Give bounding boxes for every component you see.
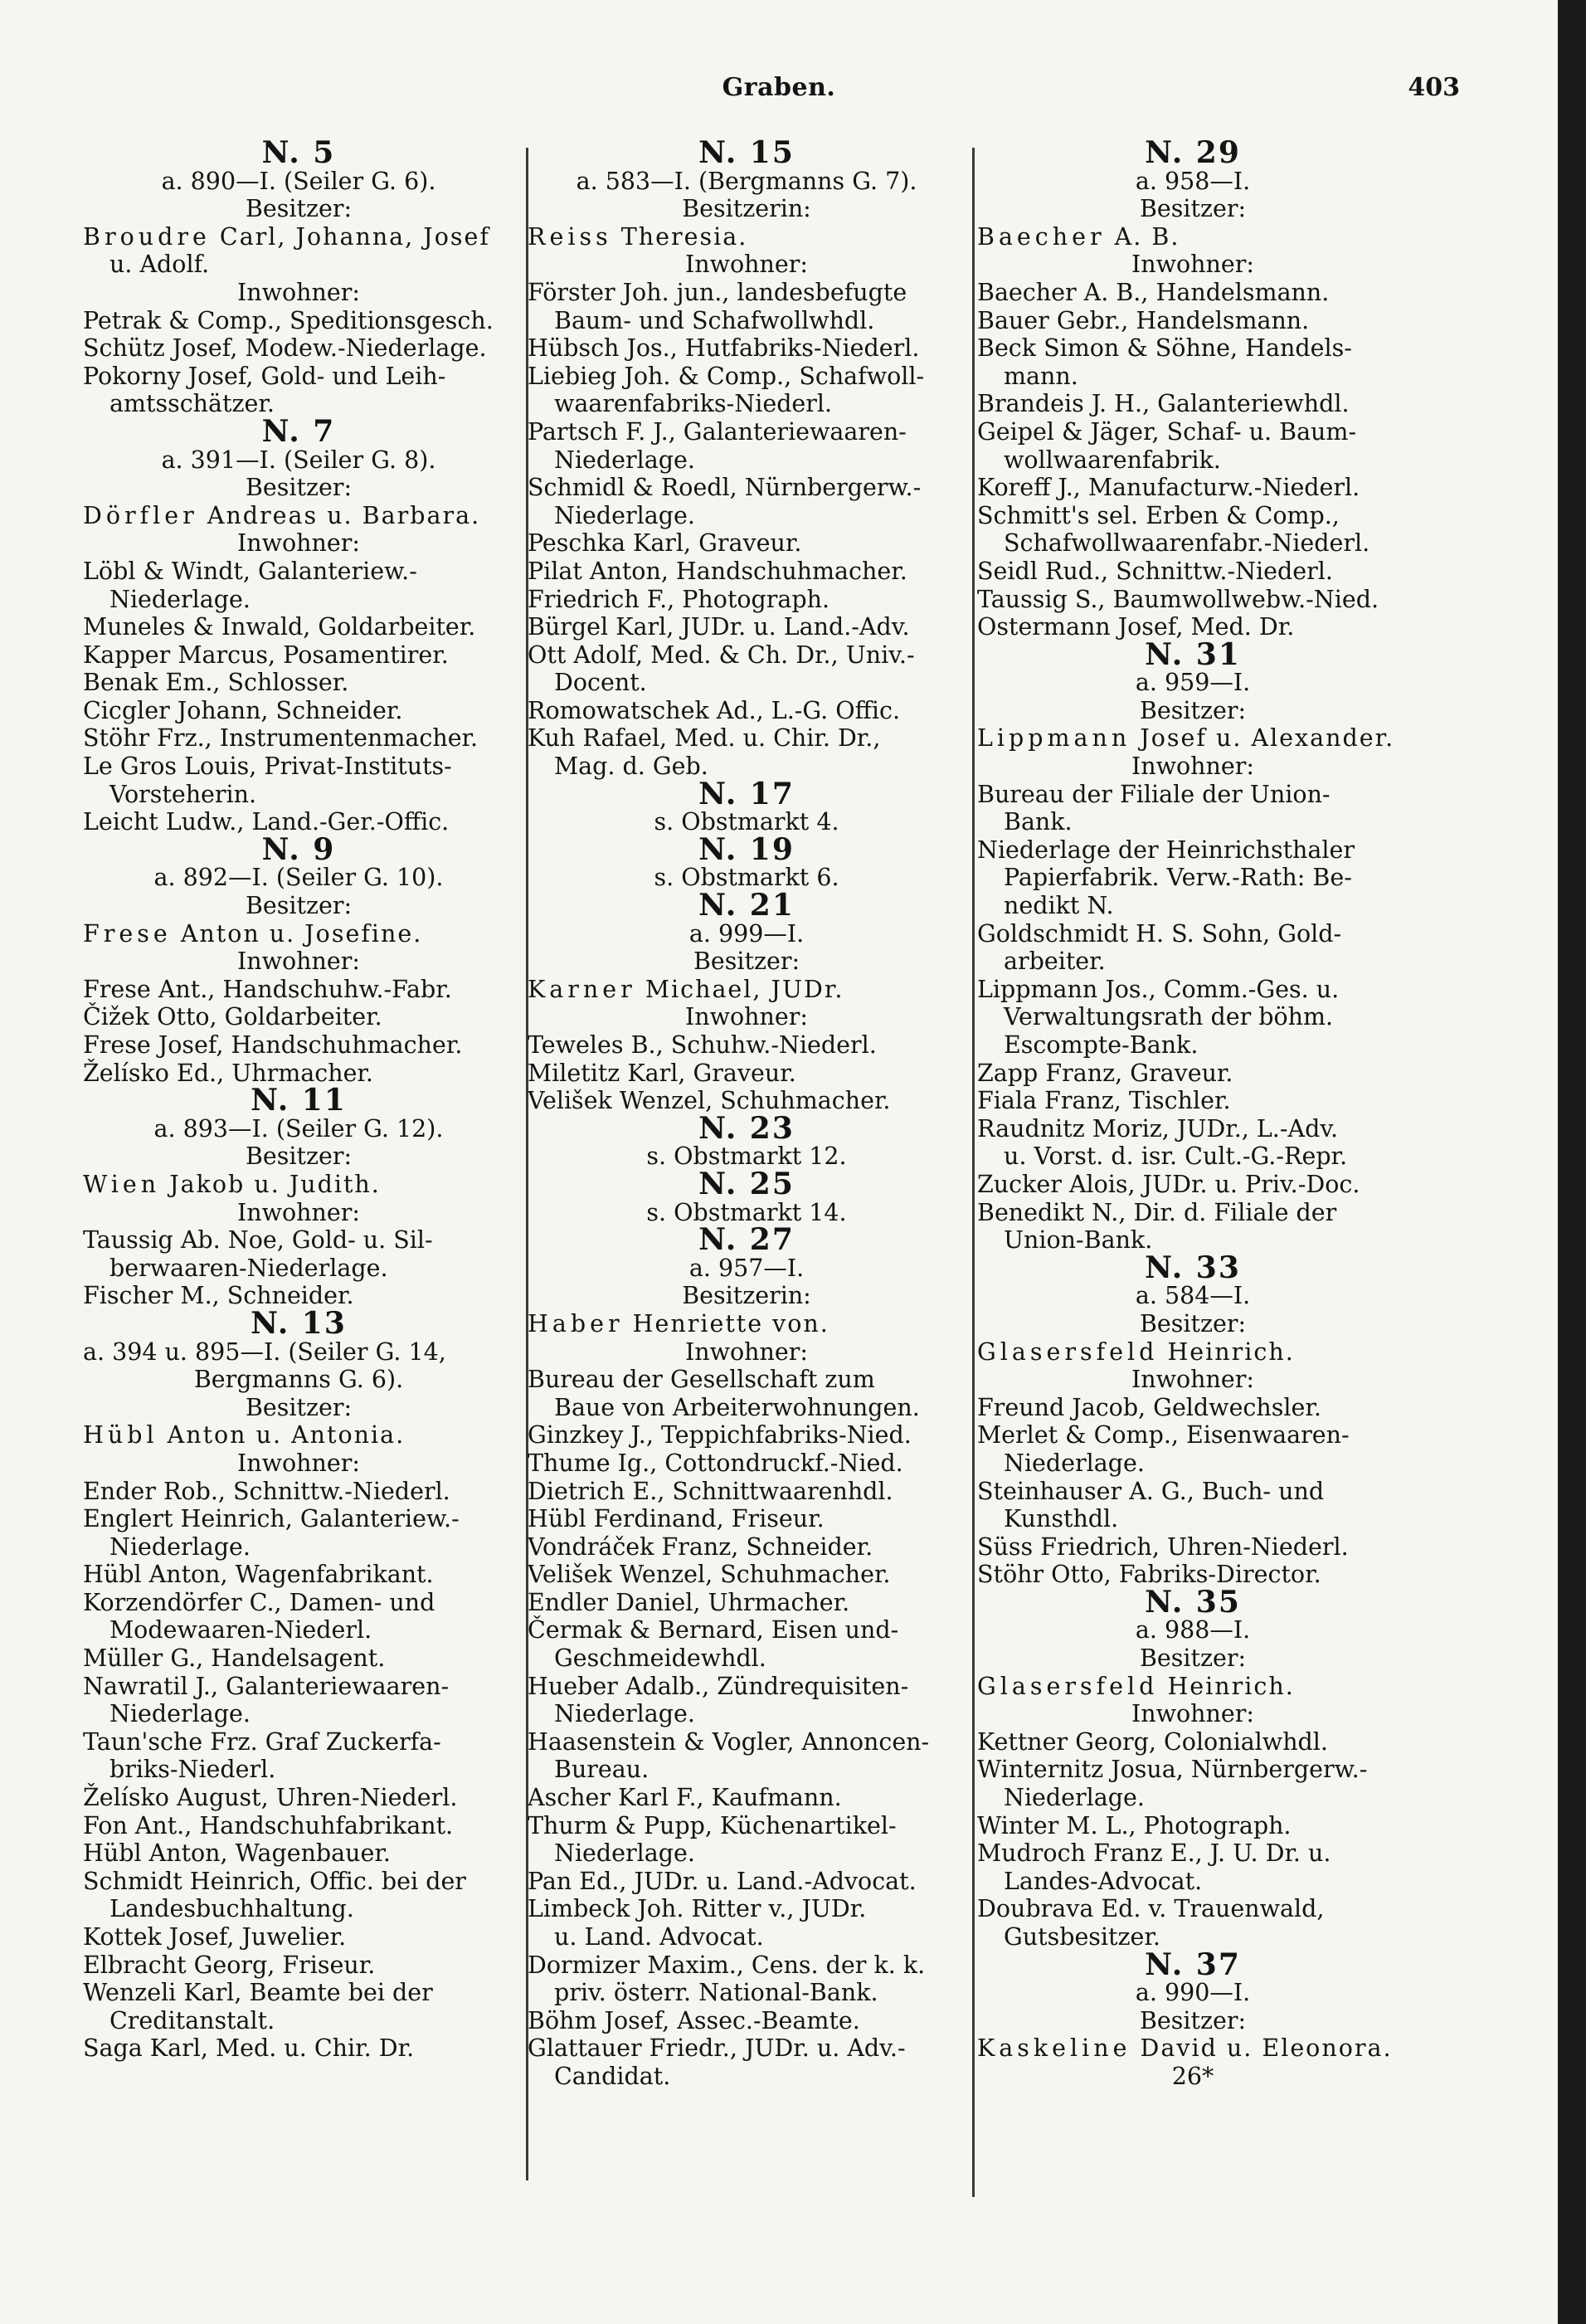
entry-continuation: Niederlage. [1004,1449,1145,1477]
house-number-heading: N. 15 [698,135,795,170]
section-label: Inwohner: [237,529,360,558]
entry-line: Leicht Ludw., Land.-Ger.-Offic. [83,808,450,836]
entry-continuation: arbeiter. [1004,948,1106,976]
entry-line: Merlet & Comp., Eisenwaaren- [977,1421,1350,1449]
owner-given-names: Josef u. Alexander. [1131,724,1395,753]
entry-continuation: Niederlage. [554,501,695,529]
entry-line: Haasenstein & Vogler, Annoncen- [528,1727,930,1756]
section-label: a. 391—I. (Seiler G. 8). [161,446,436,474]
section-label: a. 583—I. (Bergmanns G. 7). [576,167,917,195]
column-1 [83,135,514,2063]
section-label: Besitzer: [1139,195,1247,223]
entry-line: Le Gros Louis, Privat-Instituts- [83,753,452,781]
entry-line: Bauer Gebr., Handelsmann. [977,306,1310,334]
entry-continuation: Kunsthdl. [1004,1505,1119,1533]
entry-continuation: Niederlage. [1004,1784,1145,1812]
section-label: a. 999—I. [688,919,805,948]
entry-continuation: priv. österr. National-Bank. [554,1979,878,2007]
section-label: Inwohner: [1131,753,1254,781]
section-label: Inwohner: [685,1337,808,1366]
section-label: a. 892—I. (Seiler G. 10). [153,864,444,892]
owner-surname: Reiss [528,222,612,251]
entry-line: Teweles B., Schuhw.-Niederl. [528,1031,877,1059]
house-number-heading: N. 35 [1145,1584,1241,1620]
entry-continuation: Niederlage. [109,1532,251,1561]
section-label: Besitzer: [245,195,353,223]
entry-continuation: waarenfabriks-Niederl. [554,390,833,418]
owner-given-names: Anton u. Antonia. [158,1421,406,1449]
section-label: Inwohner: [1131,1700,1254,1728]
entry-line: Miletitz Karl, Graveur. [528,1059,796,1087]
owner-surname: Dörfler [83,501,198,529]
entry-line: Benedikt N., Dir. d. Filiale der [977,1198,1337,1226]
entry-line: Limbeck Joh. Ritter v., JUDr. [528,1895,867,1923]
entry-line: Taussig Ab. Noe, Gold- u. Sil- [83,1226,433,1255]
owner-name [977,1338,1408,1367]
entry-line: Englert Heinrich, Galanteriew.- [83,1505,460,1533]
section-label: s. Obstmarkt 14. [646,1198,847,1226]
entry-line: Zucker Alois, JUDr. u. Priv.-Doc. [977,1170,1360,1198]
owner-name [83,1171,514,1199]
entry-line: Beck Simon & Söhne, Handels- [977,334,1352,363]
entry-continuation: Vorsteherin. [109,780,257,808]
entry-line: Niederlage der Heinrichsthaler [977,836,1355,864]
entry-continuation: Escompte-Bank. [1004,1031,1199,1059]
entry-line: Schmidt Heinrich, Offic. bei der [83,1867,466,1895]
house-number-heading: N. 21 [698,888,795,923]
entry-continuation: Candidat. [554,2062,671,2090]
section-label: Besitzer: [245,1143,353,1171]
owner-surname: Glasersfeld [977,1337,1159,1366]
house-number-heading: N. 9 [261,831,336,867]
owner-surname: Baecher [977,222,1106,251]
entry-line: Frese Josef, Handschuhmacher. [83,1031,463,1059]
page-number: 403 [1408,73,1460,102]
entry-continuation: Baue von Arbeiterwohnungen. [554,1393,920,1421]
owner-name [977,223,1408,251]
entry-line: Goldschmidt H. S. Sohn, Gold- [977,919,1342,948]
entry-continuation: Niederlage. [554,1700,695,1728]
entry-line: Löbl & Windt, Galanteriew.- [83,557,417,585]
house-number-heading: N. 13 [251,1305,347,1341]
entry-line: Dormizer Maxim., Cens. der k. k. [528,1951,926,1979]
entry-continuation: Modewaaren-Niederl. [109,1616,372,1644]
owner-surname: Haber [528,1309,624,1337]
owner-surname: Glasersfeld [977,1672,1159,1700]
house-number-heading: N. 33 [1145,1250,1241,1285]
entry-line: Fiala Franz, Tischler. [977,1087,1231,1115]
entry-line: Dietrich E., Schnittwaarenhdl. [528,1477,893,1505]
entry-line: Wenzeli Karl, Beamte bei der [83,1979,433,2007]
entry-line: Partsch F. J., Galanteriewaaren- [528,417,907,446]
owner-name [83,1421,514,1449]
section-label: Bergmanns G. 6). [193,1366,404,1394]
entry-continuation: Verwaltungsrath der böhm. [1004,1003,1334,1031]
entry-line: Lippmann Jos., Comm.-Ges. u. [977,975,1340,1003]
owner-surname: Kaskeline [977,2034,1131,2063]
entry-continuation: Creditanstalt. [109,2006,275,2034]
section-label: a. 957—I. [688,1254,805,1282]
entry-line: Frese Ant., Handschuhw.-Fabr. [83,975,452,1003]
entry-line: Taun'sche Frz. Graf Zuckerfa- [83,1727,441,1756]
entry-continuation: Papierfabrik. Verw.-Rath: Be- [1004,864,1352,892]
entry-line: Liebieg Joh. & Comp., Schafwoll- [528,362,925,390]
entry-line: Pokorny Josef, Gold- und Leih- [83,362,446,390]
entry-line: Winter M. L., Photograph. [977,1811,1292,1839]
owner-given-names: A. B. [1105,222,1180,251]
owner-given-names: Theresia. [611,222,748,251]
entry-line: Saga Karl, Med. u. Chir. Dr. [83,2034,415,2063]
entry-line: Benak Em., Schlosser. [83,669,349,697]
entry-continuation: Niederlage. [109,585,251,613]
page-title: Graben. [722,73,836,102]
entry-line: Mudroch Franz E., J. U. Dr. u. [977,1839,1331,1868]
owner-surname: Frese [83,919,172,948]
entry-line: Ender Rob., Schnittw.-Niederl. [83,1477,450,1505]
section-label: Inwohner: [237,948,360,976]
entry-line: Hueber Adalb., Zündrequisiten- [528,1672,909,1700]
entry-continuation: u. Vorst. d. isr. Cult.-G.-Repr. [1004,1143,1348,1171]
section-label: a. 890—I. (Seiler G. 6). [161,167,436,195]
owner-name [977,2034,1408,2063]
entry-line: Seidl Rud., Schnittw.-Niederl. [977,557,1333,585]
owner-surname: Broudre [83,222,211,251]
entry-line: Schütz Josef, Modew.-Niederlage. [83,334,487,363]
entry-line: Schmitt's sel. Erben & Comp., [977,501,1340,529]
entry-line: Schmidl & Roedl, Nürnbergerw.- [528,474,922,502]
section-label: Besitzer: [693,948,800,976]
section-label: Besitzer: [245,1393,353,1421]
section-label: s. Obstmarkt 12. [646,1143,847,1171]
entry-line: Ginzkey J., Teppichfabriks-Nied. [528,1421,912,1449]
entry-continuation: Geschmeidewhdl. [554,1644,766,1673]
entry-continuation: Docent. [554,669,647,697]
entry-line: Bürgel Karl, JUDr. u. Land.-Adv. [528,613,910,641]
owner-name [528,976,966,1004]
section-label: Besitzer: [1139,2006,1247,2034]
entry-line: Ostermann Josef, Med. Dr. [977,613,1295,641]
owner-given-names: Heinrich. [1158,1337,1295,1366]
entry-line: Freund Jacob, Geldwechsler. [977,1393,1321,1421]
house-number-heading: N. 31 [1145,636,1241,672]
entry-continuation: u. Adolf. [109,251,210,279]
section-label: Inwohner: [237,1449,360,1477]
owner-surname: Karner [528,975,636,1003]
owner-given-names: Andreas u. Barbara. [197,501,481,529]
owner-name [528,223,966,251]
entry-line: Kuh Rafael, Med. u. Chir. Dr., [528,724,881,753]
entry-line: Peschka Karl, Graveur. [528,529,802,558]
section-label: Inwohner: [237,278,360,306]
owner-surname: Hübl [83,1421,158,1449]
entry-line: Baecher A. B., Handelsmann. [977,278,1330,306]
entry-line: Bureau der Filiale der Union- [977,780,1331,808]
entry-line: Velišek Wenzel, Schuhmacher. [528,1087,891,1115]
entry-line: Glattauer Friedr., JUDr. u. Adv.- [528,2034,906,2063]
entry-line: Taussig S., Baumwollwebw.-Nied. [977,585,1379,613]
entry-line: a. 394 u. 895—I. (Seiler G. 14, [83,1337,446,1366]
entry-continuation: u. Land. Advocat. [554,1923,764,1951]
entry-line: Steinhauser A. G., Buch- und [977,1477,1325,1505]
house-number-heading: N. 23 [698,1110,795,1146]
entry-line: Nawratil J., Galanteriewaaren- [83,1672,450,1700]
section-label: Inwohner: [685,1003,808,1031]
entry-continuation: Niederlage. [554,1839,695,1868]
owner-given-names: Anton u. Josefine. [171,919,423,948]
entry-line: Thurm & Pupp, Küchenartikel- [528,1811,897,1839]
house-number-heading: N. 25 [698,1166,795,1201]
entry-continuation: Landesbuchhaltung. [109,1895,354,1923]
entry-continuation: Union-Bank. [1004,1226,1153,1255]
house-number-heading: N. 11 [251,1083,347,1118]
entry-continuation: Bank. [1004,808,1073,836]
entry-line: Raudnitz Moriz, JUDr., L.-Adv. [977,1114,1339,1143]
entry-line: Čižek Otto, Goldarbeiter. [83,1003,382,1031]
entry-continuation: Landes-Advocat. [1004,1867,1203,1895]
section-label: a. 893—I. (Seiler G. 12). [153,1114,444,1143]
entry-line: Čermak & Bernard, Eisen und- [528,1616,899,1644]
entry-line: Kettner Georg, Colonialwhdl. [977,1727,1328,1756]
section-label: s. Obstmarkt 4. [654,808,839,836]
entry-continuation: wollwaarenfabrik. [1004,446,1221,474]
entry-continuation: nedikt N. [1004,892,1114,920]
entry-line: Ott Adolf, Med. & Ch. Dr., Univ.- [528,641,915,669]
entry-line: Geipel & Jäger, Schaf- u. Baum- [977,417,1357,446]
section-label: a. 988—I. [1135,1616,1251,1644]
section-label: Besitzer: [1139,696,1247,724]
entry-line: Süss Friedrich, Uhren-Niederl. [977,1532,1349,1561]
house-number-heading: N. 5 [261,135,336,170]
entry-line: Romowatschek Ad., L.-G. Offic. [528,696,901,724]
house-number-heading: N. 27 [698,1222,795,1258]
section-label: Besitzerin: [682,1282,811,1310]
section-label: a. 958—I. [1135,167,1251,195]
entry-line: Petrak & Comp., Speditionsgesch. [83,306,494,334]
house-number-heading: N. 19 [698,831,795,867]
scan-edge [1558,0,1586,2324]
section-label: a. 990—I. [1135,1979,1251,2007]
entry-continuation: briks-Niederl. [109,1756,276,1784]
section-label: Besitzer: [245,892,353,920]
entry-continuation: Gutsbesitzer. [1004,1923,1160,1951]
section-label: a. 959—I. [1135,669,1251,697]
owner-surname: Wien [83,1170,161,1198]
entry-continuation: Niederlage. [109,1700,251,1728]
section-label: 26* [1171,2062,1214,2090]
owner-name [977,724,1408,753]
house-number-heading: N. 7 [261,413,336,449]
owner-name [83,223,514,251]
entry-line: Pilat Anton, Handschuhmacher. [528,557,907,585]
owner-surname: Lippmann [977,724,1131,753]
entry-continuation: Schafwollwaarenfabr.-Niederl. [1004,529,1370,558]
house-number-heading: N. 17 [698,776,795,811]
entry-line: Bureau der Gesellschaft zum [528,1366,875,1394]
entry-line: Förster Joh. jun., landesbefugte [528,278,907,306]
entry-line: Korzendörfer C., Damen- und [83,1588,435,1616]
entry-line: Thume Ig., Cottondruckf.-Nied. [528,1449,903,1477]
entry-line: Pan Ed., JUDr. u. Land.-Advocat. [528,1867,917,1895]
entry-continuation: Mag. d. Geb. [554,753,708,781]
owner-name [83,920,514,948]
entry-line: Kottek Josef, Juwelier. [83,1923,347,1951]
entry-continuation: mann. [1004,362,1078,390]
entry-line: Böhm Josef, Assec.-Beamte. [528,2006,860,2034]
entry-line: Elbracht Georg, Friseur. [83,1951,376,1979]
entry-line: Stöhr Otto, Fabriks-Director. [977,1561,1321,1589]
owner-given-names: Henriette von. [623,1309,829,1337]
entry-continuation: Niederlage. [554,446,695,474]
entry-line: Müller G., Handelsagent. [83,1644,386,1673]
section-label: Inwohner: [237,1198,360,1226]
entry-line: Koreff J., Manufacturw.-Niederl. [977,474,1360,502]
house-number-heading: N. 37 [1145,1946,1241,1982]
entry-line: Muneles & Inwald, Goldarbeiter. [83,613,476,641]
entry-line: Vondráček Franz, Schneider. [528,1532,873,1561]
entry-line: Zapp Franz, Graveur. [977,1059,1233,1087]
section-label: Besitzer: [1139,1309,1247,1337]
entry-line: Hübsch Jos., Hutfabriks-Niederl. [528,334,920,363]
entry-continuation: Baum- und Schafwollwhdl. [554,306,875,334]
entry-line: Winternitz Josua, Nürnbergerw.- [977,1756,1368,1784]
entry-line: Kapper Marcus, Posamentirer. [83,641,449,669]
entry-line: Hübl Ferdinand, Friseur. [528,1505,825,1533]
section-label: Besitzerin: [682,195,811,223]
section-label: Inwohner: [1131,1366,1254,1394]
section-label: s. Obstmarkt 6. [654,864,839,892]
entry-line: Hübl Anton, Wagenfabrikant. [83,1561,434,1589]
section-label: Inwohner: [685,251,808,279]
entry-line: Endler Daniel, Uhrmacher. [528,1588,850,1616]
entry-line: Fon Ant., Handschuhfabrikant. [83,1811,454,1839]
owner-given-names: Carl, Johanna, Josef [210,222,490,251]
section-label: a. 584—I. [1135,1282,1251,1310]
section-label: Besitzer: [1139,1644,1247,1673]
entry-line: Brandeis J. H., Galanteriewhdl. [977,390,1350,418]
entry-continuation: Bureau. [554,1756,649,1784]
section-label: Inwohner: [1131,251,1254,279]
entry-line: Cicgler Johann, Schneider. [83,696,403,724]
entry-line: Stöhr Frz., Instrumentenmacher. [83,724,479,753]
entry-line: Ascher Karl F., Kaufmann. [528,1784,842,1812]
entry-line: Hübl Anton, Wagenbauer. [83,1839,391,1868]
entry-line: Doubrava Ed. v. Trauenwald, [977,1895,1325,1923]
owner-given-names: Heinrich. [1158,1672,1295,1700]
section-label: Besitzer: [245,474,353,502]
entry-line: Friedrich F., Photograph. [528,585,830,613]
owner-given-names: David u. Eleonora. [1131,2034,1393,2063]
column-2 [528,135,966,2091]
column-3 [977,135,1408,2091]
entry-line: Želísko August, Uhren-Niederl. [83,1784,458,1812]
entry-line: Velišek Wenzel, Schuhmacher. [528,1561,891,1589]
owner-given-names: Michael, JUDr. [635,975,844,1003]
entry-line: Želísko Ed., Uhrmacher. [83,1059,373,1087]
owner-name [83,502,514,530]
entry-continuation: berwaaren-Niederlage. [109,1254,388,1282]
owner-name [977,1673,1408,1701]
entry-line: Fischer M., Schneider. [83,1282,354,1310]
entry-continuation: amtsschätzer. [109,390,275,418]
column-divider [972,148,975,2197]
house-number-heading: N. 29 [1145,135,1241,170]
owner-name [528,1310,966,1338]
owner-given-names: Jakob u. Judith. [160,1170,381,1198]
